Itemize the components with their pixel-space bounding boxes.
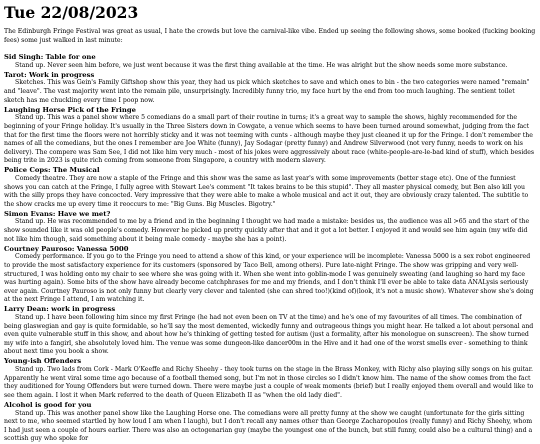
show-entry [4, 245, 536, 305]
show-title: Simon Evans: Have we met? [4, 209, 111, 218]
show-title: Tarot: Work in progress [4, 70, 95, 79]
show-entry [4, 71, 536, 105]
post-intro: The Edinburgh Fringe Festival was great as usual, I hate the crowds but love the carnival-like vibe. Ended up seeing the following shows, some booked (fucking booking fees) some just walked in last minute: [4, 28, 536, 44]
show-review: Stand up. Two lads from Cork - Mark O'Keeffe and Richy Sheehy - they took turns on the stage in the Brass Monkey, with Richy also playing silly songs on his guitar. Apparently he went viral some time ago because of a football themed song, but I'm not in those circles so I didn't know him. The name of the show comes from the fact they auditioned for Young Offenders but were turned down. There were maybe just a couple of weak moments (brief) but I really enjoyed them overall and would like to see them again. I lost it when Mark referred to the death of Queen Elizabeth II as "when the old lady died". [4, 366, 534, 399]
show-review: Stand up. Never seen him before, we just went because it was the first thing available at the time. He was alright but the show needs some more substance. [15, 61, 508, 69]
show-entry [4, 305, 536, 357]
show-title: Larry Dean: work in progress [4, 305, 116, 314]
show-entry [4, 53, 536, 70]
show-title: Young-ish Offenders [4, 357, 82, 366]
show-review: Stand up. This was another panel show like the Laughing Horse one. The comedians were all pretty funny at the show we caught (unfortunate for the girls sitting next to me, who seemed startled by how loud I am when I laugh), but I don't recall any names other than George Zacharopoulos (really funny) and Richy Sheehy, whom I had just seen a couple of hours earlier. There was also an octogenarian guy (maybe the youngest one of the bunch, but still funny, could also be a cultural thing) and a scottish guy who spoke for [4, 409, 533, 443]
show-title: Police Cops: The Musical [4, 166, 100, 175]
show-entry [4, 210, 536, 244]
show-entry [4, 357, 536, 400]
show-review: Stand up. I have been following him since my first Fringe (he had not even been on TV at the time) and he's one of my favourites of all times. The combination of being glaswegian and gay is quite formidable, so he'll say the most demented, wickedly funny and outrageous things you might hear. He talked a lot about personal and even quite vulnerable stuff in this show, and about how he's thinking of getting tested for autism (just a formality, after his monologue on sunscreen). The show turned my wife into a fangirl, she absolutely loved him. The venue was some dungeon-like dancer00m in the Hive and it had one of the worst smells ever - something to think about next time you book a show. [4, 314, 534, 356]
show-title: Sid Singh: Table for one [4, 53, 96, 62]
show-title: Laughing Horse Pick of the Fringe [4, 105, 136, 114]
show-review: Stand up. He was recommended to me by a friend and in the beginning I thought we had made a mistake: besides us, the audience was all >65 and the start of the show sounded like it was old people's comedy. However he picked up pretty quickly after that and it got a lot better. I enjoyed it and would see him again (my wife did not like him though, said something about it being male comedy - maybe she has a point). [4, 218, 530, 243]
show-review: Sketches. This was Gein's Family Giftshop show this year, they had us pick which sketches to save and which ones to bin - the two categories were named "remain" and "leave". The vast majority went into the remain pile, unsurprisingly. Incredibly funny trio, my face hurt by the end from too much laughing. The sentient toilet sketch has me chuckling every time I poop now. [4, 79, 530, 104]
post-title: Tue 22/08/2023 [4, 3, 139, 22]
show-title: Alcohol is good for you [4, 400, 92, 409]
show-entry [4, 401, 536, 444]
show-review: Comedy performance. If you go to the Fringe you need to attend a show of this kind, or your experience will be incomplete: Vanessa 5000 is a sex robot engineered to provide the most satisfactory experience for its customers (sponsored by Taco Bell, among others). Pure late-night Fringe. The show was gripping and very well-structured, I was holding onto my chair to see where she was going with it. When she went into goblin-mode I was genuinely sweating (and laughing so hard my face was hurting again). Some bits of the show have already become catchphrases for me and my friends, and I don't think I'll ever be able to take data ANALysis seriously ever again. Courtney Pauroso is not only funny but clearly very clever and talented (she can shred too!)(kind of)(look, it's not a music show). Whatever show she's doing at the next Fringe I attend, I am watching it. [4, 253, 534, 304]
show-review: Stand up. This was a panel show where 5 comedians do a small part of their routine in turns; it's a great way to sample the shows, highly recommended for the beginning of your Fringe holiday. It's usually in the Three Sisters down in Cowgate, a venue which seems to have been turned around somewhat, judging from the fact that for the first time the floors were not horribly sticky and it was not teeming with cunts - although maybe they just cleaned it up for the Fringe. I don't remember the names of all the comedians, but the ones I remember are Joe White (funny), Jay Sodagar (pretty funny) and Andrew Silverwood (not very funny, needs to work on his delivery). The compere was Sam See, I did not like him very much - most of his jokes were aggressively about race (white-people-are-le-bad kind of stuff), which besides being trite in 2023 is quite rich coming from someone from Singapore, a country with modern slavery. [4, 114, 535, 165]
show-review: Comedy theatre. They are now a staple of the Fringe and this show was the same as last year's with some improvements (better stage etc). One of the funniest shows you can catch at the Fringe, I fully agree with Stewart Lee's comment "It takes brains to be this stupid". They all master physical comedy, but Ben also kill you with the silly props they have concocted. Very impressive that they were able to make a whole musical and act it out, they are obviously crazy talented. The subtitle to the show cracks me up every time it reoccurs to me: "Big Guns. Big Muscles. Bigotry." [4, 175, 529, 208]
show-entry [4, 166, 536, 209]
show-entry [4, 106, 536, 166]
show-title: Courtney Pauroso: Vanessa 5000 [4, 244, 129, 253]
